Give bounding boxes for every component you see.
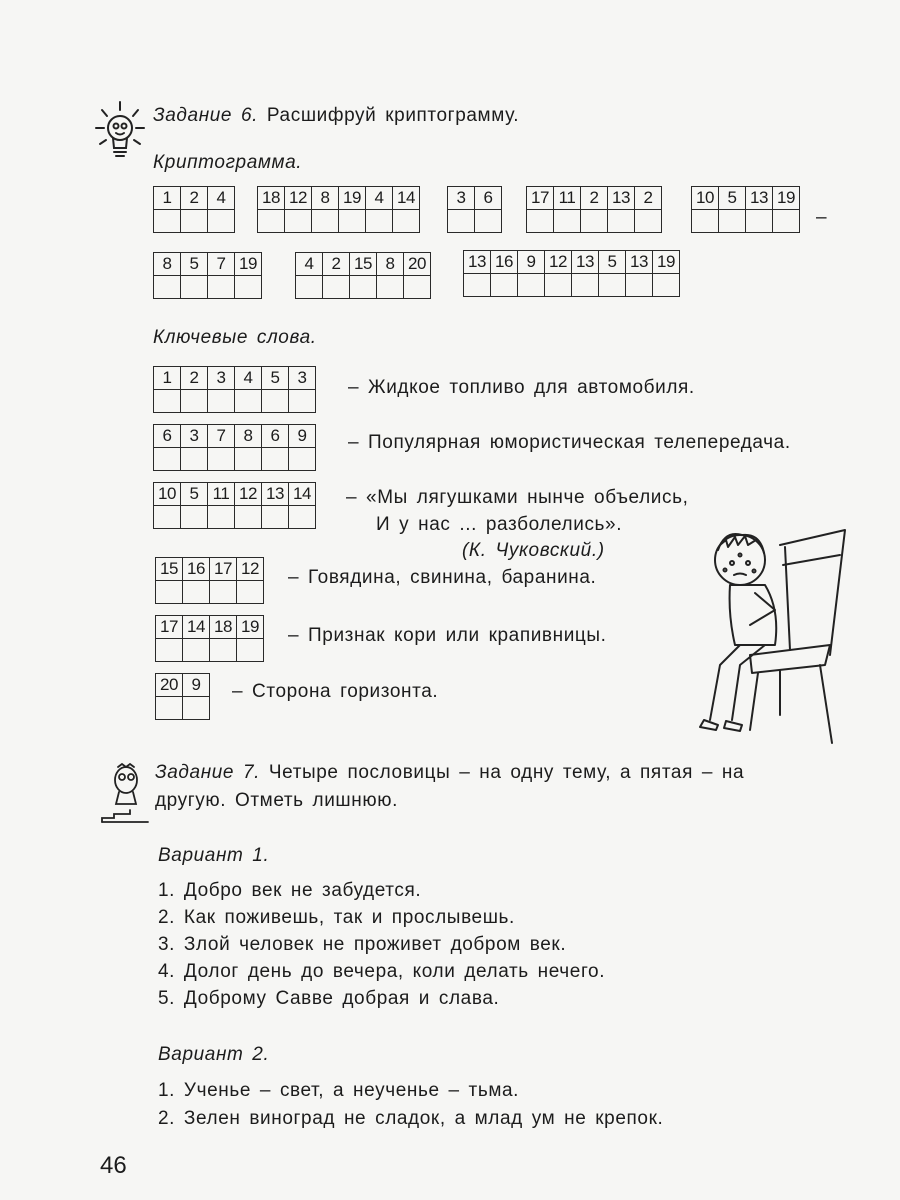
answer-cell[interactable]	[154, 506, 181, 529]
answer-cell[interactable]	[154, 390, 181, 413]
owl-on-steps-icon	[100, 760, 150, 830]
code-cell: 9	[289, 425, 316, 448]
answer-cell[interactable]	[289, 506, 316, 529]
answer-cell[interactable]	[608, 210, 635, 233]
answer-cell[interactable]	[545, 274, 572, 297]
answer-cell[interactable]	[262, 448, 289, 471]
answer-cell[interactable]	[581, 210, 608, 233]
cryptogram-word-4	[526, 186, 662, 233]
cryptogram-dash: –	[816, 207, 827, 228]
variant2-item-1: 1. Ученье – свет, а неученье – тьма.	[158, 1080, 520, 1101]
answer-cell[interactable]	[773, 210, 800, 233]
task7-text-line1: Четыре пословицы – на одну тему, а пятая – на	[268, 762, 745, 783]
code-cell: 8	[154, 253, 181, 276]
variant2-title: Вариант 2.	[158, 1044, 270, 1065]
code-cell: 12	[237, 558, 264, 581]
task6-heading	[153, 105, 519, 127]
lightbulb-icon	[92, 98, 148, 164]
cryptogram-word-1	[153, 186, 235, 233]
answer-cell[interactable]	[448, 210, 475, 233]
answer-cell[interactable]	[154, 448, 181, 471]
code-cell: 13	[746, 187, 773, 210]
answer-cell[interactable]	[572, 274, 599, 297]
cryptogram-label: Криптограмма.	[153, 152, 303, 173]
keyword-clue-3-author: (К. Чуковский.)	[462, 540, 605, 561]
keyword-clue-6: – Сторона горизонта.	[232, 681, 439, 702]
answer-cell[interactable]	[296, 276, 323, 299]
code-cell: 7	[208, 425, 235, 448]
answer-cell[interactable]	[235, 448, 262, 471]
code-cell: 13	[572, 251, 599, 274]
answer-cell[interactable]	[208, 448, 235, 471]
code-cell: 13	[608, 187, 635, 210]
answer-cell[interactable]	[156, 639, 183, 662]
keyword-clue-2: – Популярная юмористическая телепередача.	[348, 432, 791, 453]
variant1-item-4: 4. Долог день до вечера, коли делать нечего.	[158, 961, 606, 982]
code-cell: 2	[635, 187, 662, 210]
variant1-item-5: 5. Доброму Савве добрая и слава.	[158, 988, 500, 1009]
cryptogram-word-5	[691, 186, 800, 233]
code-cell: 13	[464, 251, 491, 274]
answer-cell[interactable]	[235, 276, 262, 299]
task7-label: Задание 7.	[155, 762, 261, 783]
answer-cell[interactable]	[154, 276, 181, 299]
task6-text: Расшифруй криптограмму.	[266, 105, 520, 126]
code-cell: 9	[183, 674, 210, 697]
cryptogram-word-7	[295, 252, 431, 299]
answer-cell[interactable]	[210, 581, 237, 604]
answer-cell[interactable]	[626, 274, 653, 297]
answer-cell[interactable]	[237, 581, 264, 604]
code-cell: 12	[545, 251, 572, 274]
answer-cell[interactable]	[208, 390, 235, 413]
code-cell: 16	[491, 251, 518, 274]
code-cell: 14	[393, 187, 420, 210]
code-cell: 4	[366, 187, 393, 210]
answer-cell[interactable]	[527, 210, 554, 233]
code-cell: 5	[599, 251, 626, 274]
code-cell: 19	[773, 187, 800, 210]
code-cell: 3	[181, 425, 208, 448]
keyword-box-5	[155, 615, 264, 662]
keyword-clue-1: – Жидкое топливо для автомобиля.	[348, 377, 695, 398]
code-cell: 10	[154, 483, 181, 506]
code-cell: 13	[626, 251, 653, 274]
code-cell: 17	[527, 187, 554, 210]
answer-cell[interactable]	[262, 390, 289, 413]
keyword-box-1	[153, 366, 316, 413]
answer-cell[interactable]	[312, 210, 339, 233]
answer-cell[interactable]	[554, 210, 581, 233]
answer-cell[interactable]	[183, 697, 210, 720]
code-cell: 17	[210, 558, 237, 581]
answer-cell[interactable]	[156, 697, 183, 720]
answer-cell[interactable]	[154, 210, 181, 233]
code-cell: 11	[554, 187, 581, 210]
answer-cell[interactable]	[653, 274, 680, 297]
cryptogram-word-3	[447, 186, 502, 233]
answer-cell[interactable]	[323, 276, 350, 299]
code-cell: 18	[210, 616, 237, 639]
code-cell: 4	[235, 367, 262, 390]
answer-cell[interactable]	[377, 276, 404, 299]
answer-cell[interactable]	[635, 210, 662, 233]
answer-cell[interactable]	[181, 276, 208, 299]
task7-text-line2: другую. Отметь лишнюю.	[155, 790, 398, 811]
code-cell: 8	[312, 187, 339, 210]
code-cell: 2	[323, 253, 350, 276]
code-cell: 12	[285, 187, 312, 210]
code-cell: 1	[154, 367, 181, 390]
keyword-clue-3: – «Мы лягушками нынче объелись,	[346, 487, 689, 508]
answer-cell[interactable]	[210, 639, 237, 662]
answer-cell[interactable]	[393, 210, 420, 233]
code-cell: 19	[235, 253, 262, 276]
answer-cell[interactable]	[258, 210, 285, 233]
task7-heading-line1	[155, 762, 744, 784]
answer-cell[interactable]	[289, 390, 316, 413]
code-cell: 6	[154, 425, 181, 448]
code-cell: 5	[181, 483, 208, 506]
variant1-title: Вариант 1.	[158, 845, 270, 866]
code-cell: 5	[719, 187, 746, 210]
answer-cell[interactable]	[464, 274, 491, 297]
answer-cell[interactable]	[518, 274, 545, 297]
task6-label: Задание 6.	[153, 105, 259, 126]
cryptogram-word-8	[463, 250, 680, 297]
answer-cell[interactable]	[262, 506, 289, 529]
answer-cell[interactable]	[350, 276, 377, 299]
keyword-clue-3-line2: И у нас ... разболелись».	[376, 514, 623, 535]
answer-cell[interactable]	[181, 390, 208, 413]
code-cell: 17	[156, 616, 183, 639]
code-cell: 18	[258, 187, 285, 210]
answer-cell[interactable]	[404, 276, 431, 299]
code-cell: 20	[156, 674, 183, 697]
code-cell: 14	[289, 483, 316, 506]
code-cell: 3	[289, 367, 316, 390]
code-cell: 6	[475, 187, 502, 210]
keyword-box-2	[153, 424, 316, 471]
answer-cell[interactable]	[181, 210, 208, 233]
code-cell: 15	[156, 558, 183, 581]
answer-cell[interactable]	[181, 506, 208, 529]
keyword-clue-5: – Признак кори или крапивницы.	[288, 625, 607, 646]
code-cell: 2	[581, 187, 608, 210]
keyword-box-3	[153, 482, 316, 529]
variant1-item-2: 2. Как поживешь, так и прослывешь.	[158, 907, 515, 928]
answer-cell[interactable]	[599, 274, 626, 297]
cryptogram-word-2	[257, 186, 420, 233]
answer-cell[interactable]	[719, 210, 746, 233]
page-number: 46	[100, 1152, 127, 1179]
code-cell: 13	[262, 483, 289, 506]
code-cell: 8	[235, 425, 262, 448]
answer-cell[interactable]	[235, 390, 262, 413]
code-cell: 19	[237, 616, 264, 639]
answer-cell[interactable]	[235, 506, 262, 529]
answer-cell[interactable]	[183, 639, 210, 662]
answer-cell[interactable]	[237, 639, 264, 662]
code-cell: 5	[181, 253, 208, 276]
variant1-item-1: 1. Добро век не забудется.	[158, 880, 422, 901]
answer-cell[interactable]	[208, 210, 235, 233]
answer-cell[interactable]	[289, 448, 316, 471]
code-cell: 5	[262, 367, 289, 390]
answer-cell[interactable]	[746, 210, 773, 233]
code-cell: 2	[181, 187, 208, 210]
answer-cell[interactable]	[339, 210, 366, 233]
answer-cell[interactable]	[183, 581, 210, 604]
sick-boy-on-chair-illustration	[680, 515, 860, 745]
keyword-box-6	[155, 673, 210, 720]
cryptogram-word-6	[153, 252, 262, 299]
code-cell: 6	[262, 425, 289, 448]
variant1-item-3: 3. Злой человек не проживет добром век.	[158, 934, 567, 955]
code-cell: 4	[296, 253, 323, 276]
code-cell: 4	[208, 187, 235, 210]
answer-cell[interactable]	[692, 210, 719, 233]
code-cell: 7	[208, 253, 235, 276]
code-cell: 10	[692, 187, 719, 210]
code-cell: 9	[518, 251, 545, 274]
code-cell: 19	[653, 251, 680, 274]
answer-cell[interactable]	[208, 506, 235, 529]
answer-cell[interactable]	[475, 210, 502, 233]
answer-cell[interactable]	[208, 276, 235, 299]
answer-cell[interactable]	[156, 581, 183, 604]
code-cell: 2	[181, 367, 208, 390]
code-cell: 8	[377, 253, 404, 276]
variant2-item-2: 2. Зелен виноград не сладок, а млад ум не крепок.	[158, 1108, 664, 1129]
keywords-label: Ключевые слова.	[153, 327, 317, 348]
answer-cell[interactable]	[285, 210, 312, 233]
code-cell: 11	[208, 483, 235, 506]
code-cell: 15	[350, 253, 377, 276]
code-cell: 1	[154, 187, 181, 210]
answer-cell[interactable]	[366, 210, 393, 233]
keyword-box-4	[155, 557, 264, 604]
code-cell: 19	[339, 187, 366, 210]
code-cell: 3	[448, 187, 475, 210]
code-cell: 16	[183, 558, 210, 581]
code-cell: 3	[208, 367, 235, 390]
code-cell: 20	[404, 253, 431, 276]
answer-cell[interactable]	[181, 448, 208, 471]
code-cell: 12	[235, 483, 262, 506]
answer-cell[interactable]	[491, 274, 518, 297]
code-cell: 14	[183, 616, 210, 639]
keyword-clue-4: – Говядина, свинина, баранина.	[288, 567, 597, 588]
